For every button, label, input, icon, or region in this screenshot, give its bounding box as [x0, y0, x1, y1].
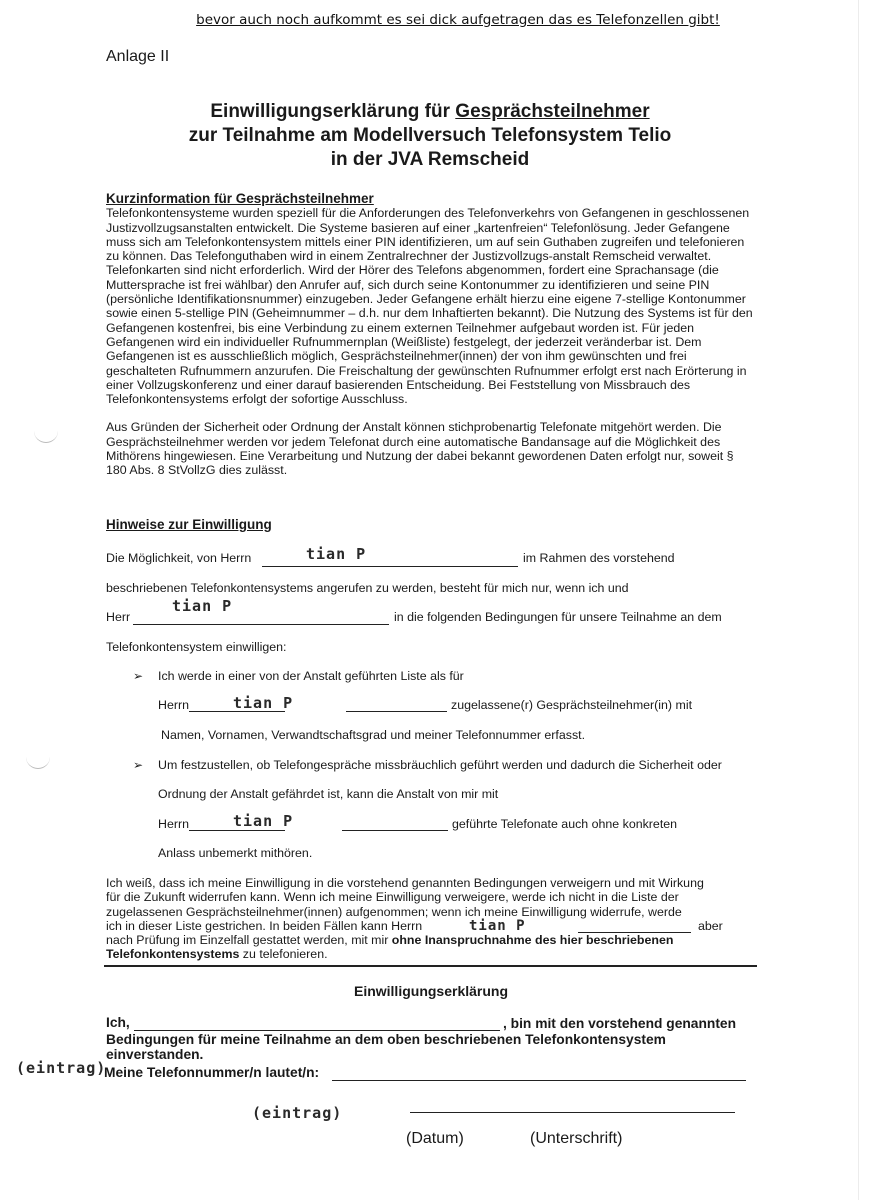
- name-field-4b[interactable]: [342, 818, 448, 831]
- bullet2-line3-pre: Herrn: [158, 817, 189, 831]
- section-divider: [104, 965, 757, 967]
- handwritten-name-5: tian P: [469, 918, 526, 934]
- widerruf-line5-pre: nach Prüfung im Einzelfall gestattet werden, mit mir: [106, 933, 392, 947]
- name-signature-field[interactable]: [134, 1016, 500, 1031]
- hinweise-line4: Telefonkontensystem einwilligen:: [106, 640, 287, 654]
- page-title: [106, 100, 754, 172]
- date-label: (Datum): [406, 1130, 464, 1147]
- name-field-5[interactable]: [578, 920, 691, 933]
- hinweise-line2: beschriebenen Telefonkontensystems angerufen zu werden, besteht für mich nur, wenn ich und: [106, 581, 629, 595]
- name-field-3b[interactable]: [346, 699, 447, 712]
- widerruf-line6-post: zu telefonieren.: [239, 947, 328, 961]
- widerruf-line2: für die Zukunft widerrufen kann. Wenn ich meine Einwilligung verweigere, werde ich nicht in die Liste der: [106, 890, 679, 904]
- widerruf-line6-bold: Telefonkontensystems: [106, 947, 240, 961]
- handwritten-eintrag-center: (eintrag): [252, 1104, 343, 1122]
- title-line3: in der JVA Remscheid: [330, 149, 530, 170]
- widerruf-line5: [106, 933, 673, 947]
- bullet1-line1: Ich werde in einer von der Anstalt geführten Liste als für: [158, 669, 464, 683]
- name-field-1[interactable]: [262, 553, 518, 567]
- kurzinfo-heading: Kurzinformation für Gesprächsteilnehmer: [106, 191, 374, 206]
- attachment-label: Anlage II: [106, 48, 170, 65]
- scan-edge: [858, 0, 859, 1200]
- bullet2-line1: Um festzustellen, ob Telefongespräche missbräuchlich geführt werden und dadurch die Sicherheit oder: [158, 758, 722, 772]
- widerruf-line3: zugelassenen Gesprächsteilnehmer(innen) aufgenommen; wenn ich meine Einwilligung widerrufe, werde: [106, 905, 682, 919]
- erklaerung-heading: Einwilligungserklärung: [353, 983, 509, 999]
- hinweise-line1-pre: Die Möglichkeit, von Herrn: [106, 551, 252, 565]
- handwritten-name-2: tian P: [172, 597, 233, 615]
- bullet-arrow-icon: ➢: [133, 758, 144, 772]
- bullet1-line2-pre: Herrn: [158, 698, 189, 712]
- kurzinfo-section: [106, 192, 756, 478]
- widerruf-line6: [106, 947, 328, 961]
- bullet2-line4: Anlass unbemerkt mithören.: [158, 846, 313, 860]
- bullet-arrow-icon: ➢: [133, 669, 144, 683]
- title-line1-underlined: Gesprächsteilnehmer: [455, 101, 650, 122]
- handwritten-name-4: tian P: [233, 812, 294, 830]
- erklaerung-ich-post: , bin mit den vorstehend genannten: [503, 1016, 737, 1031]
- bullet2-line2: Ordnung der Anstalt gefährdet ist, kann die Anstalt von mir mit: [158, 787, 499, 801]
- title-line1-prefix: Einwilligungserklärung für: [210, 101, 456, 122]
- scan-artifact: [26, 756, 50, 769]
- erklaerung-line3: einverstanden.: [106, 1047, 204, 1062]
- kurzinfo-paragraph-2: Aus Gründen der Sicherheit oder Ordnung der Anstalt können stichprobenartig Telefonate mitgehört werden. Die Gesprächsteilnehmer werden vor jedem Telefonat durch eine automatische Bandansage auf die Möglichkeit des Mithörens hingewiesen. Eine Verarbeitung und Nutzung der dabei bekannt gewordenen Daten erfolgt nur, soweit § 180 Abs. 8 StVollzG dies zulässt.: [106, 420, 734, 478]
- widerruf-line4-post: aber: [698, 919, 723, 933]
- widerruf-line5-bold: ohne Inanspruchnahme des hier beschriebenen: [391, 933, 674, 947]
- signature-label: (Unterschrift): [530, 1130, 623, 1147]
- bullet1-line2-post: zugelassene(r) Gesprächsteilnehmer(in) mit: [451, 698, 693, 712]
- handwritten-eintrag-left: (eintrag): [16, 1059, 107, 1077]
- hinweise-heading: Hinweise zur Einwilligung: [106, 517, 272, 532]
- hinweise-line1-post: im Rahmen des vorstehend: [523, 551, 675, 565]
- erklaerung-line2: Bedingungen für meine Teilnahme an dem oben beschriebenen Telefonkontensystem: [106, 1032, 666, 1047]
- phone-number-field[interactable]: [332, 1065, 746, 1081]
- kurzinfo-paragraph-1: Telefonkontensysteme wurden speziell für die Anforderungen des Telefonverkehrs von Gefangenen in geschlossenen Justizvollzugsanstalten entwickelt. Die Systeme basieren auf einer „kartenfreien“ Telefonlösung. Jeder Gefangene muss sich am Telefonkontensystem mittels einer PIN identifizieren, um auf sein Guthaben zugreifen und telefonieren zu können. Das Telefonguthaben wird in einem Zentralrechner der Justizvollzugs-anstalt Remscheid verwaltet. Telefonkarten sind nicht erforderlich. Wird der Hörer des Telefons abgenommen, fordert eine Sprachansage (die Muttersprache ist frei wählbar) den Anrufer auf, sich durch seine Kontonummer zu identifizieren und seine PIN (persönliche Identifikationsnummer) einzugeben. Jeder Gefangene erhält hierzu eine eigene 7-stellige Kontonummer sowie einen 5-stellige PIN (Geheimnummer – d.h. nur dem Inhaftierten bekannt). Die Nutzung des Systems ist für den Gefangenen kostenfrei, bis eine Verbindung zu einem externen Teilnehmer aufgebaut worden ist. Für jeden Gefangenen wird ein individueller Rufnummernplan (Weißliste) festgelegt, der jederzeit veränderbar ist. Dem Gefangenen ist es ausschließlich möglich, Gesprächsteilnehmer(innen) der von ihm gewünschten und frei geschalteten Rufnummern anzurufen. Die Freischaltung der gewünschten Rufnummer erfolgt erst nach Erörterung in einer Vollzugskonferenz und einer darauf basierenden Entscheidung. Bei Feststellung von Missbrauch des Telefonkontensystems erfolgt der sofortige Ausschluss.: [106, 206, 753, 407]
- date-signature-line[interactable]: [410, 1112, 735, 1113]
- widerruf-line4-pre: ich in dieser Liste gestrichen. In beiden Fällen kann Herrn: [106, 919, 423, 933]
- title-line2: zur Teilnahme am Modellversuch Telefonsystem Telio: [188, 125, 672, 146]
- hinweise-line3-pre: Herr: [106, 610, 131, 624]
- handwritten-name-1: tian P: [306, 545, 367, 563]
- phone-label: Meine Telefonnummer/n lautet/n:: [104, 1065, 320, 1080]
- widerruf-line1: Ich weiß, dass ich meine Einwilligung in die vorstehend genannten Bedingungen verweigern und mit Wirkung: [106, 876, 704, 890]
- scan-artifact: [34, 430, 58, 443]
- bullet1-line3: Namen, Vornamen, Verwandtschaftsgrad und meiner Telefonnummer erfasst.: [161, 728, 586, 742]
- erklaerung-ich-label: Ich,: [106, 1015, 130, 1030]
- hinweise-line3-post: in die folgenden Bedingungen für unsere Teilnahme an dem: [394, 610, 722, 624]
- handwritten-note: bevor auch noch aufkommt es sei dick aufgetragen das es Telefonzellen gibt!: [196, 12, 720, 28]
- handwritten-name-3: tian P: [233, 694, 294, 712]
- bullet2-line3-post: geführte Telefonate auch ohne konkreten: [452, 817, 678, 831]
